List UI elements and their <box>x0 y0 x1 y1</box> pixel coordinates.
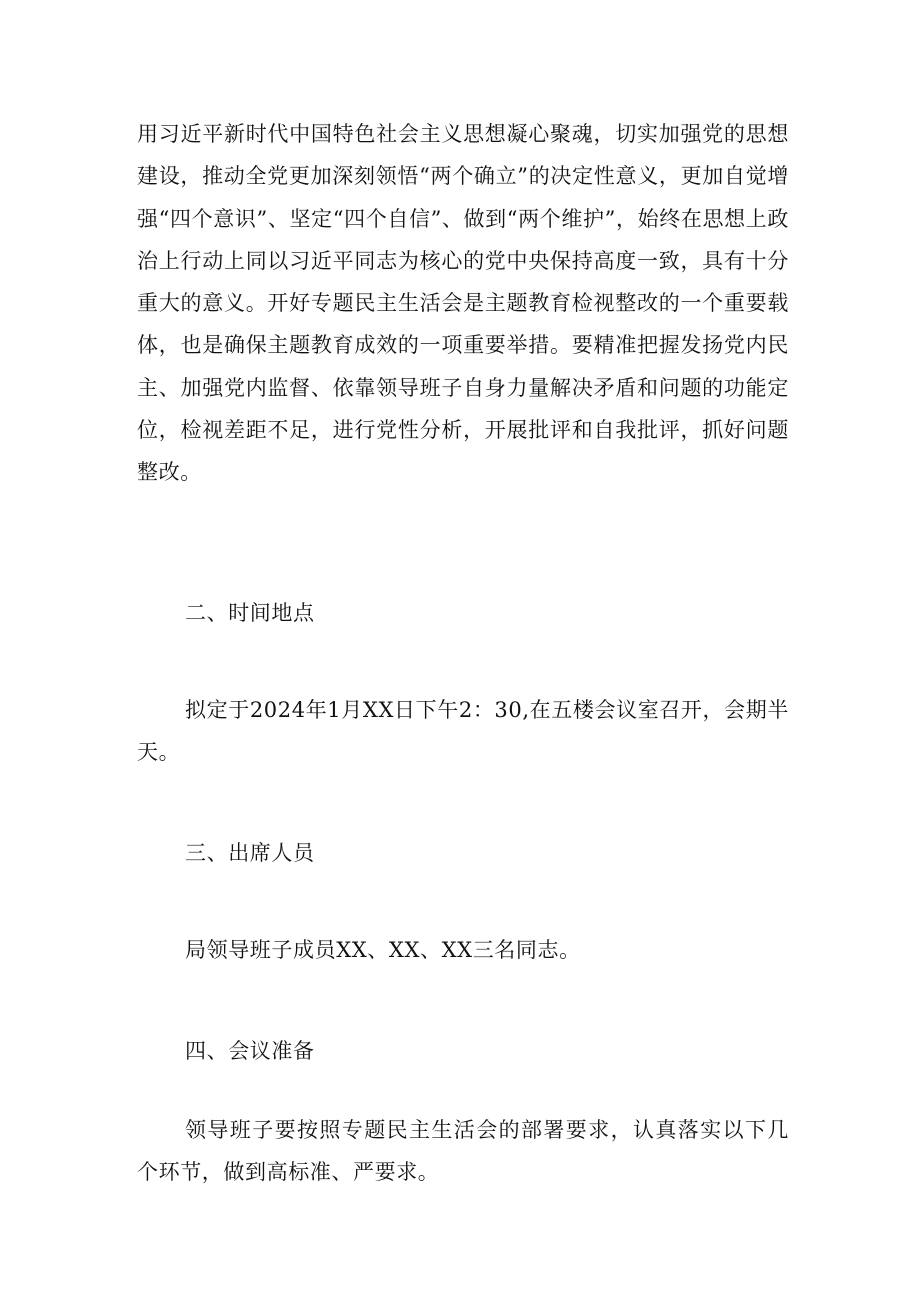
section-body-time-location: 拟定于2024年1月XX日下午2：30,在五楼会议室召开，会期半天。 <box>137 698 789 765</box>
section-heading-time-location: 二、时间地点 <box>185 601 315 625</box>
section-body-attendees: 局领导班子成员XX、XX、XX三名同志。 <box>185 938 581 962</box>
section-body-meeting-preparation: 领导班子要按照专题民主生活会的部署要求，认真落实以下几个环节，做到高标准、严要求。 <box>137 1118 789 1185</box>
section-heading-meeting-preparation: 四、会议准备 <box>185 1039 315 1063</box>
intro-paragraph: 用习近平新时代中国特色社会主义思想凝心聚魂，切实加强党的思想建设，推动全党更加深刻领悟“两个确立”的决定性意义，更加自觉增强“四个意识”、坚定“四个自信”、做到“两个维护”，始终在思想上政治上行动上同以习近平同志为核心的党中央保持高度一致，具有十分重大的意义。开好专题民主生活会是主题教育检视整改的一个重要载体，也是确保主题教育成效的一项重要举措。要精准把握发扬党内民主、加强党内监督、依靠领导班子自身力量解决矛盾和问题的功能定位，检视差距不足，进行党性分析，开展批评和自我批评，抓好问题整改。 <box>137 122 789 485</box>
section-heading-attendees: 三、出席人员 <box>185 841 315 865</box>
